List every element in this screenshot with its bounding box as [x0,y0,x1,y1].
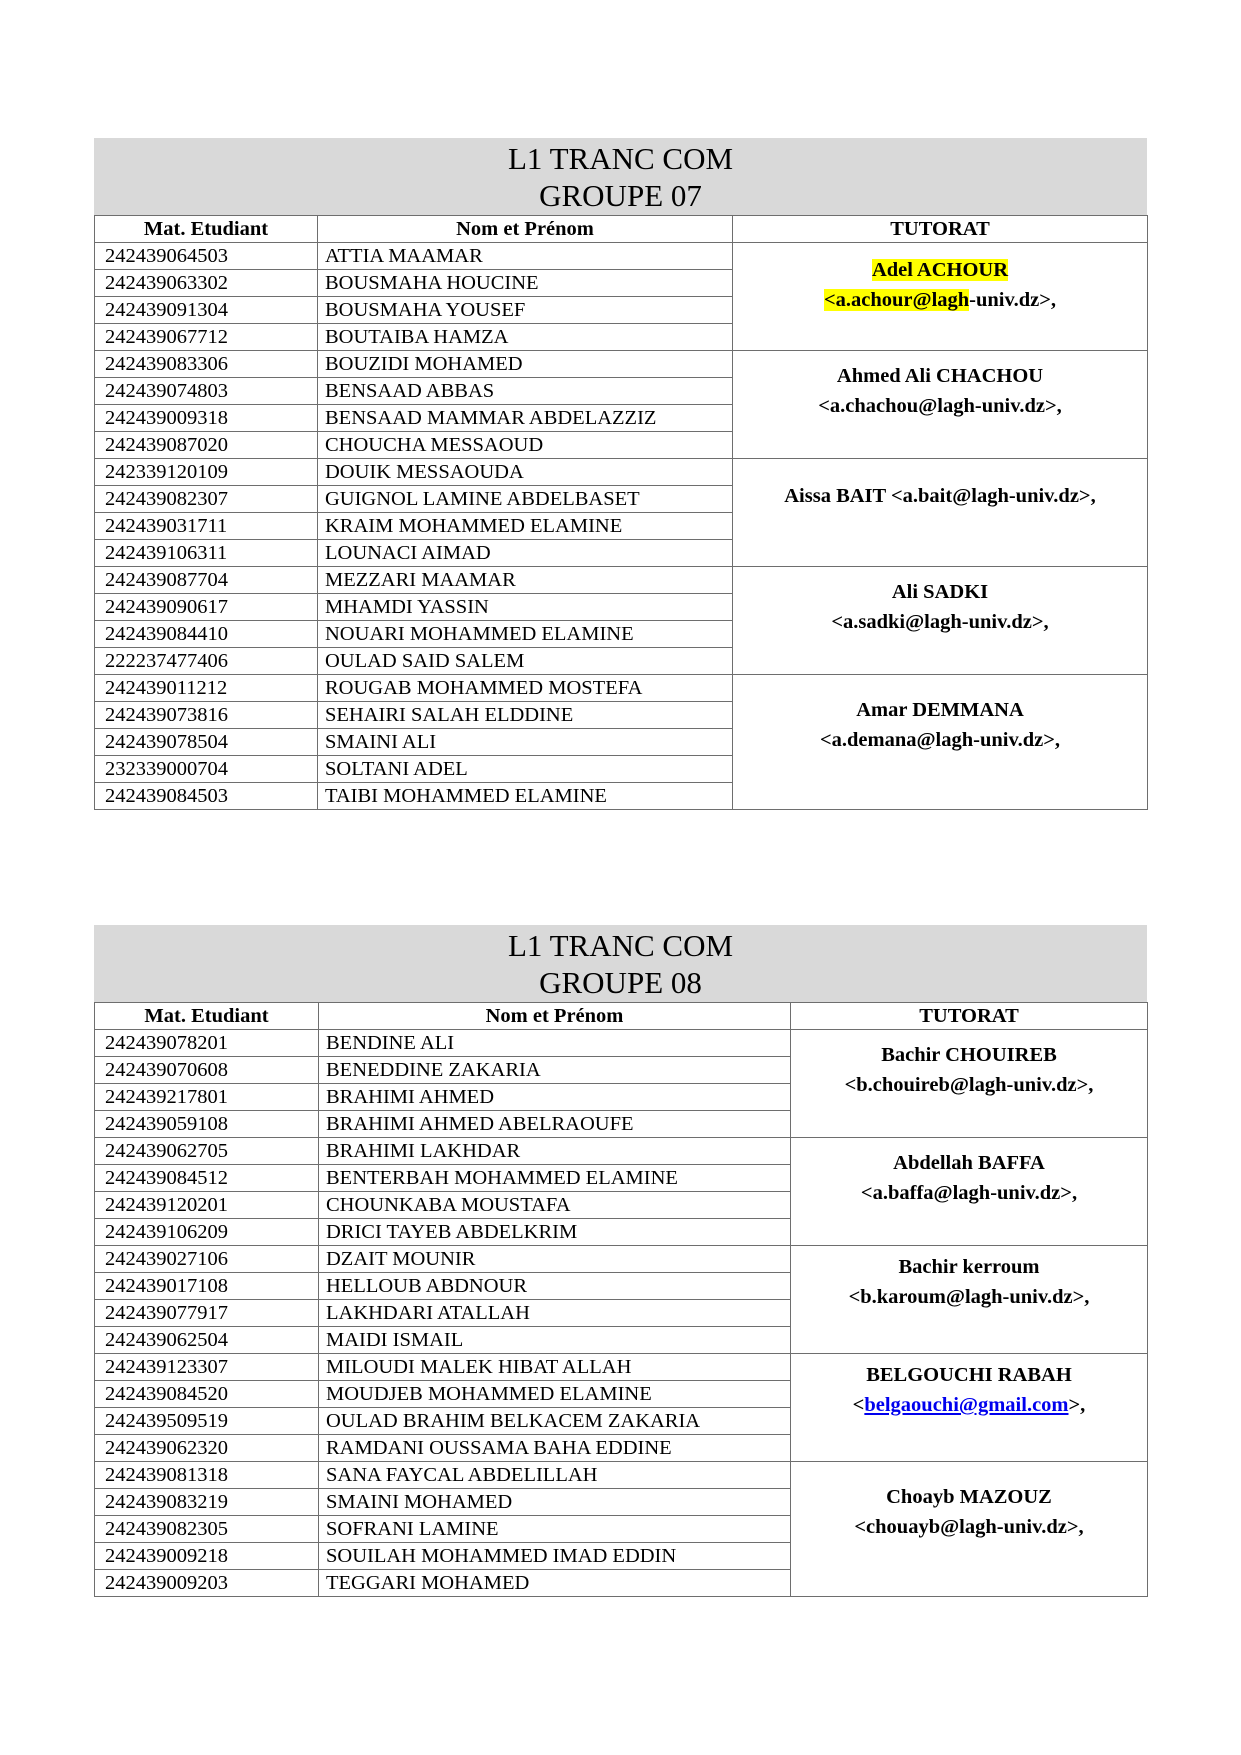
student-mat: 242439027106 [95,1246,319,1273]
student-mat: 242439106311 [95,540,318,567]
tutor-cell [733,459,1148,567]
student-name: MEZZARI MAAMAR [318,567,733,594]
tutor-email-prefix: < [852,1394,865,1416]
student-mat: 242439063302 [95,270,318,297]
student-mat: 242439067712 [95,324,318,351]
student-name: MOUDJEB MOHAMMED ELAMINE [319,1381,791,1408]
tutor-cell [791,1246,1148,1354]
student-name: SOLTANI ADEL [318,756,733,783]
tutor-name: Ahmed Ali CHACHOU [836,365,1044,387]
student-name: SOUILAH MOHAMMED IMAD EDDIN [319,1543,791,1570]
student-mat: 242439084410 [95,621,318,648]
tutor-cell [791,1354,1148,1462]
student-mat: 222237477406 [95,648,318,675]
group-title-band [94,138,1147,215]
tutor-name: Choayb MAZOUZ [886,1486,1052,1508]
student-mat: 242439084503 [95,783,318,810]
tutor-line: Aissa BAIT <a.bait@lagh-univ.dz>, [784,485,1096,507]
table-row [95,243,1148,270]
student-name: BENSAAD ABBAS [318,378,733,405]
student-name: KRAIM MOHAMMED ELAMINE [318,513,733,540]
table-row [95,1138,1148,1165]
tutor-email: <b.karoum@lagh-univ.dz>, [848,1286,1090,1308]
student-name: TEGGARI MOHAMED [319,1570,791,1597]
header-tutorat: TUTORAT [733,216,1148,243]
student-name: SMAINI MOHAMED [319,1489,791,1516]
student-name: OULAD SAID SALEM [318,648,733,675]
group-07-section [94,138,1147,810]
student-mat: 242439084520 [95,1381,319,1408]
student-name: HELLOUB ABDNOUR [319,1273,791,1300]
student-mat: 242439123307 [95,1354,319,1381]
tutor-cell [791,1030,1148,1138]
student-name: MAIDI ISMAIL [319,1327,791,1354]
student-mat: 242439091304 [95,297,318,324]
student-mat: 242439217801 [95,1084,319,1111]
table-header-row [95,1003,1148,1030]
student-name: SANA FAYCAL ABDELILLAH [319,1462,791,1489]
student-name: RAMDANI OUSSAMA BAHA EDDINE [319,1435,791,1462]
student-mat: 242439017108 [95,1273,319,1300]
student-name: BRAHIMI AHMED [319,1084,791,1111]
student-mat: 242439009318 [95,405,318,432]
tutor-email: <a.baffa@lagh-univ.dz>, [860,1182,1078,1204]
student-mat: 242439120201 [95,1192,319,1219]
header-mat-etudiant: Mat. Etudiant [95,1003,319,1030]
table-row [95,459,1148,486]
student-name: DZAIT MOUNIR [319,1246,791,1273]
group-title-line1: L1 TRANC COM [507,928,734,963]
student-name: MHAMDI YASSIN [318,594,733,621]
table-row [95,1462,1148,1489]
tutor-name: Bachir kerroum [898,1256,1040,1278]
header-tutorat: TUTORAT [791,1003,1148,1030]
table-row [95,1246,1148,1273]
student-name: SOFRANI LAMINE [319,1516,791,1543]
tutor-email-highlighted: a.achour@lagh [835,289,970,311]
tutor-email-rest: -univ.dz>, [969,289,1057,311]
student-mat: 242439062320 [95,1435,319,1462]
tutor-name: Adel ACHOUR [871,259,1009,281]
table-row [95,1354,1148,1381]
tutor-email: <chouayb@lagh-univ.dz>, [854,1516,1084,1538]
student-name: BOUSMAHA YOUSEF [318,297,733,324]
student-mat: 242439083219 [95,1489,319,1516]
group-08-table [94,1002,1148,1597]
student-mat: 242439009218 [95,1543,319,1570]
student-name: BOUSMAHA HOUCINE [318,270,733,297]
tutor-cell [791,1462,1148,1597]
student-mat: 242439090617 [95,594,318,621]
student-mat: 242439087020 [95,432,318,459]
tutor-email: <a.sadki@lagh-univ.dz>, [831,611,1049,633]
tutor-name: Amar DEMMANA [856,699,1024,721]
group-title-band [94,925,1147,1002]
group-title-line2: GROUPE 07 [539,178,702,213]
student-name: SEHAIRI SALAH ELDDINE [318,702,733,729]
tutor-name: BELGOUCHI RABAH [866,1364,1072,1386]
student-mat: 242439031711 [95,513,318,540]
table-row [95,351,1148,378]
student-name: BRAHIMI LAKHDAR [319,1138,791,1165]
tutor-name: Bachir CHOUIREB [881,1044,1057,1066]
student-mat: 242439078201 [95,1030,319,1057]
student-name: BENSAAD MAMMAR ABDELAZZIZ [318,405,733,432]
student-mat: 242439009203 [95,1570,319,1597]
student-name: LAKHDARI ATALLAH [319,1300,791,1327]
student-name: DRICI TAYEB ABDELKRIM [319,1219,791,1246]
student-mat: 242439106209 [95,1219,319,1246]
student-name: TAIBI MOHAMMED ELAMINE [318,783,733,810]
tutor-name: Abdellah BAFFA [893,1152,1045,1174]
tutor-email-prefix: < [823,289,836,311]
student-mat: 242439074803 [95,378,318,405]
table-row [95,1030,1148,1057]
student-name: MILOUDI MALEK HIBAT ALLAH [319,1354,791,1381]
header-nom-prenom: Nom et Prénom [319,1003,791,1030]
tutor-cell [733,567,1148,675]
tutor-email: <a.chachou@lagh-univ.dz>, [818,395,1062,417]
student-name: BENTERBAH MOHAMMED ELAMINE [319,1165,791,1192]
tutor-cell [733,243,1148,351]
group-title-line1: L1 TRANC COM [507,141,734,176]
student-mat: 242439077917 [95,1300,319,1327]
tutor-cell [733,675,1148,810]
student-mat: 232339000704 [95,756,318,783]
student-mat: 242439062705 [95,1138,319,1165]
group-08-section [94,925,1147,1597]
tutor-cell [733,351,1148,459]
student-name: ATTIA MAAMAR [318,243,733,270]
table-header-row [95,216,1148,243]
student-mat: 242439082307 [95,486,318,513]
student-mat: 242439087704 [95,567,318,594]
student-name: GUIGNOL LAMINE ABDELBASET [318,486,733,513]
student-mat: 242439082305 [95,1516,319,1543]
student-name: ROUGAB MOHAMMED MOSTEFA [318,675,733,702]
student-name: BENDINE ALI [319,1030,791,1057]
student-name: BOUZIDI MOHAMED [318,351,733,378]
student-mat: 242439011212 [95,675,318,702]
student-name: BOUTAIBA HAMZA [318,324,733,351]
student-mat: 242339120109 [95,459,318,486]
tutor-email-link[interactable]: belgaouchi@gmail.com [864,1394,1069,1416]
student-name: OULAD BRAHIM BELKACEM ZAKARIA [319,1408,791,1435]
student-mat: 242439078504 [95,729,318,756]
student-name: LOUNACI AIMAD [318,540,733,567]
group-title-line2: GROUPE 08 [539,965,702,1000]
tutor-email: <b.chouireb@lagh-univ.dz>, [844,1074,1094,1096]
tutor-cell [791,1138,1148,1246]
header-mat-etudiant: Mat. Etudiant [95,216,318,243]
table-row [95,675,1148,702]
tutor-name: Ali SADKI [891,581,989,603]
student-mat: 242439084512 [95,1165,319,1192]
student-mat: 242439509519 [95,1408,319,1435]
student-mat: 242439073816 [95,702,318,729]
student-name: BENEDDINE ZAKARIA [319,1057,791,1084]
student-mat: 242439081318 [95,1462,319,1489]
group-07-table [94,215,1148,810]
student-mat: 242439083306 [95,351,318,378]
student-mat: 242439059108 [95,1111,319,1138]
student-name: SMAINI ALI [318,729,733,756]
student-name: DOUIK MESSAOUDA [318,459,733,486]
student-name: NOUARI MOHAMMED ELAMINE [318,621,733,648]
header-nom-prenom: Nom et Prénom [318,216,733,243]
student-mat: 242439064503 [95,243,318,270]
tutor-email: <a.demana@lagh-univ.dz>, [819,729,1061,751]
student-mat: 242439070608 [95,1057,319,1084]
student-name: CHOUNKABA MOUSTAFA [319,1192,791,1219]
tutor-email-suffix: >, [1068,1394,1086,1416]
student-name: BRAHIMI AHMED ABELRAOUFE [319,1111,791,1138]
student-name: CHOUCHA MESSAOUD [318,432,733,459]
student-mat: 242439062504 [95,1327,319,1354]
table-row [95,567,1148,594]
